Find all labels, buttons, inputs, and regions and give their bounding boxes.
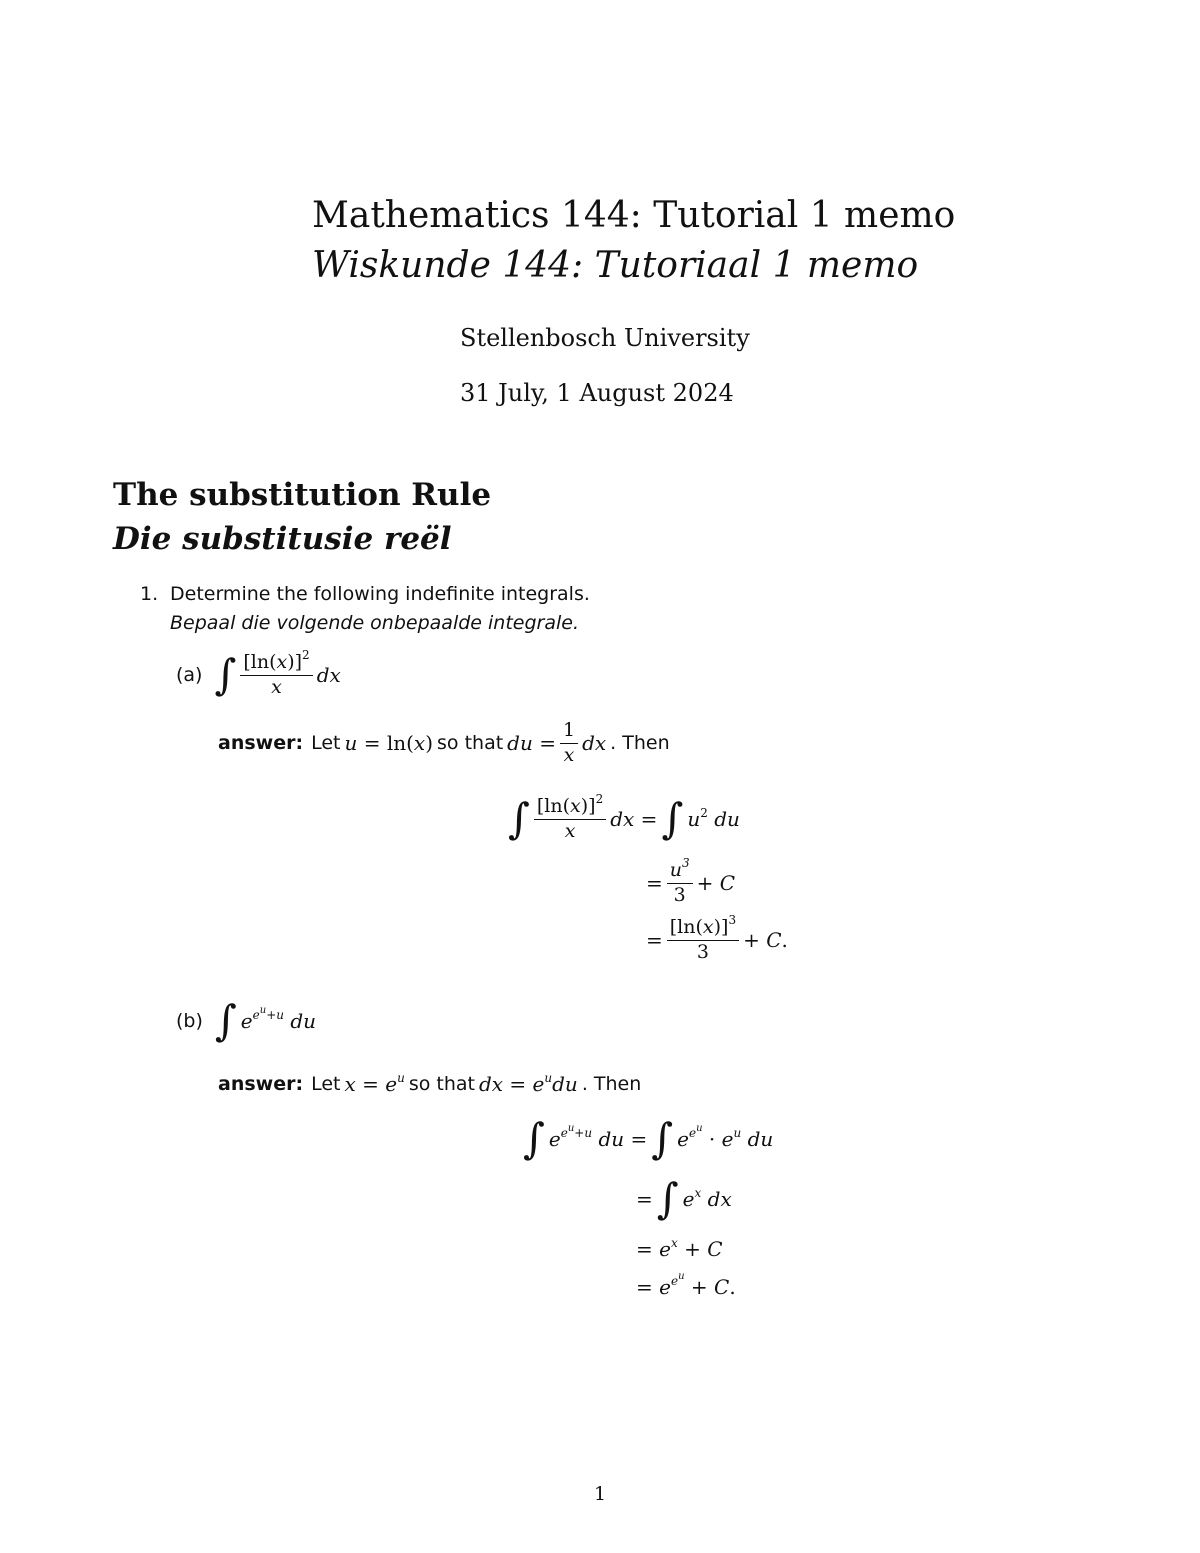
answer-text: . Then bbox=[610, 732, 670, 755]
document-title-english: Mathematics 144: Tutorial 1 memo bbox=[312, 195, 956, 236]
integral-sign: ∫ bbox=[656, 1174, 679, 1223]
part-a-answer-line bbox=[218, 720, 670, 767]
part-a-problem bbox=[176, 648, 341, 700]
question-instruction-afrikaans: Bepaal die volgende onbepaalde integrale. bbox=[170, 612, 580, 634]
answer-text: Let bbox=[311, 1073, 341, 1095]
answer-text: so that bbox=[408, 1073, 475, 1095]
part-a-label: (a) bbox=[176, 664, 203, 687]
part-b-derivation-line-4: = $e^{e^u} + C$. bbox=[636, 1271, 736, 1299]
answer-text: . Then bbox=[581, 1073, 642, 1095]
question-instruction-english: Determine the following indefinite integrals. bbox=[170, 583, 590, 605]
part-b-derivation-line-2: = ∫ $e^x$ dx bbox=[636, 1174, 732, 1223]
section-title-english: The substitution Rule bbox=[113, 477, 492, 513]
part-a-derivation-line-1: ∫ $\frac{[\ln(x)]^2}{x}$ dx = ∫ $u^2$ du bbox=[508, 792, 740, 844]
institution: Stellenbosch University bbox=[460, 324, 750, 352]
part-b-problem: (b) ∫ $e^{e^u+u}$ du bbox=[176, 996, 317, 1045]
part-b-derivation-line-3: = $e^x + C$ bbox=[636, 1236, 723, 1261]
answer-text: so that bbox=[437, 732, 504, 755]
integral-sign: ∫ bbox=[523, 1114, 545, 1163]
fraction: $\frac{[\ln(x)]^2}{x}$ bbox=[240, 652, 312, 699]
answer-label: answer: bbox=[218, 732, 304, 755]
differential-expression: du = bbox=[507, 731, 556, 756]
part-b-derivation-line-1: ∫ $e^{e^u+u}$ du = ∫ $e^{e^u} \cdot e^u$ du bbox=[523, 1114, 774, 1163]
substitution-expression: u = ln(x) bbox=[344, 731, 434, 756]
part-a-derivation-line-2: = $\frac{u^3}{3}$ + C bbox=[646, 856, 736, 906]
page-number: 1 bbox=[594, 1483, 607, 1505]
question-number: 1. bbox=[140, 583, 159, 605]
part-b-answer-line bbox=[218, 1072, 641, 1096]
integral-sign: ∫ bbox=[214, 996, 237, 1045]
differential: dx bbox=[316, 663, 341, 688]
integral-sign: ∫ bbox=[661, 794, 684, 844]
fraction: $\frac{[\ln(x)]^2}{x}$ bbox=[534, 796, 606, 843]
differential: dx bbox=[582, 731, 607, 756]
answer-label: answer: bbox=[218, 1073, 304, 1095]
fraction: $\frac{u^3}{3}$ bbox=[667, 860, 693, 907]
fraction: $\frac{1}{x}$ bbox=[560, 720, 578, 767]
document-title-afrikaans: Wiskunde 144: Tutoriaal 1 memo bbox=[312, 245, 919, 286]
integral-sign: ∫ bbox=[651, 1114, 674, 1163]
integral-sign: ∫ bbox=[508, 794, 530, 844]
part-a-derivation-line-3: = $\frac{[\ln(x)]^3}{3}$ + C. bbox=[646, 913, 788, 963]
substitution-expression: $x = e^u$ bbox=[344, 1071, 405, 1096]
answer-text: Let bbox=[311, 732, 341, 755]
integral-sign: ∫ bbox=[214, 650, 237, 700]
document-date: 31 July, 1 August 2024 bbox=[460, 379, 734, 407]
section-title-afrikaans: Die substitusie reël bbox=[113, 521, 452, 557]
part-b-label: (b) bbox=[176, 1010, 203, 1032]
differential-expression: dx = $e^udu$ bbox=[478, 1071, 578, 1096]
fraction: $\frac{[\ln(x)]^3}{3}$ bbox=[667, 917, 739, 964]
